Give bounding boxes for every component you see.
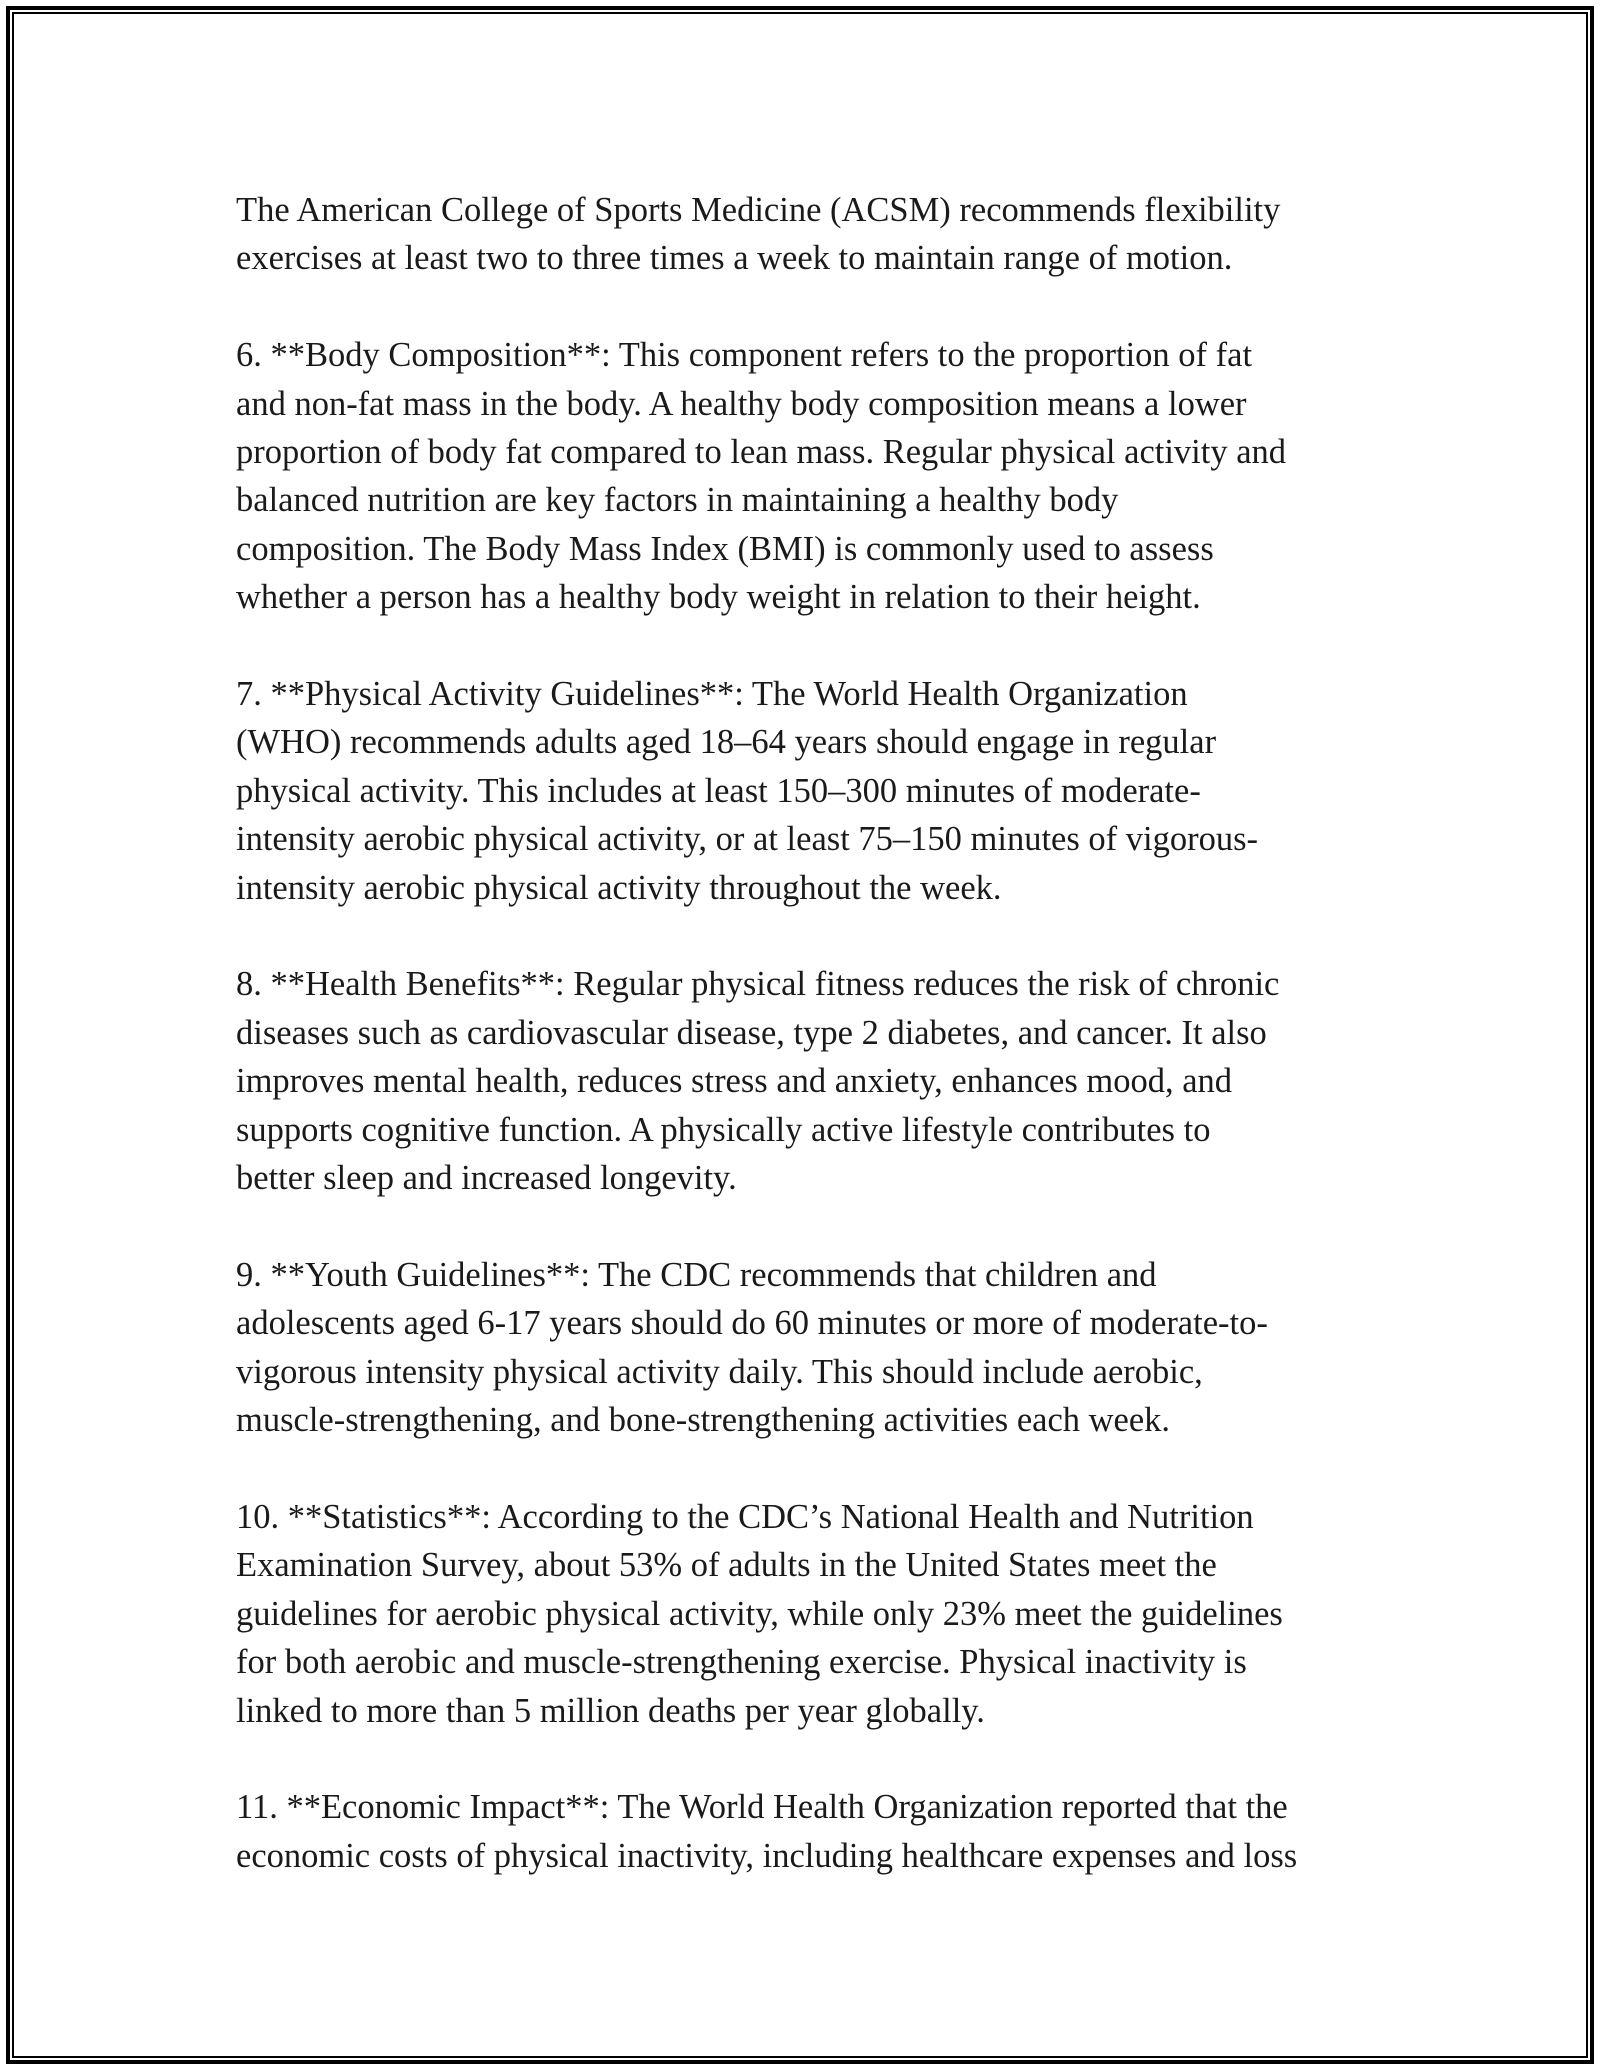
- paragraph-health-benefits: 8. **Health Benefits**: Regular physical fitness reduces the risk of chronic diseases such as cardiovascular disease, type 2 diabetes, and cancer. It also improves mental health, reduces stress and anxiety, enhances mood, and supports cognitive function. A physically active lifestyle contributes to better sleep and increased longevity.: [236, 965, 1280, 1198]
- paragraph-body-composition: 6. **Body Composition**: This component refers to the proportion of fat and non-fat mass in the body. A healthy body composition means a lower proportion of body fat compared to lean mass. Regular physical activity and balanced nutrition are key factors in maintaining a healthy body composition. The Body Mass Index (BMI) is commonly used to assess whether a person has a healthy body weight in relation to their height.: [236, 336, 1287, 617]
- paragraph-flexibility-continuation: The American College of Sports Medicine (ACSM) recommends flexibility exercises at least two to three times a week to maintain range of motion.: [236, 191, 1281, 278]
- paragraph-physical-activity-guidelines: 7. **Physical Activity Guidelines**: The World Health Organization (WHO) recommends adults aged 18–64 years should engage in regular physical activity. This includes at least 150–300 minutes of moderate- intensity aerobic physical activity, or at least 75–150 minutes of vigorous- intensity aerobic physical activity throughout the week.: [236, 675, 1258, 907]
- document-body: [236, 186, 1376, 1929]
- paragraph-statistics: 10. **Statistics**: According to the CDC’s National Health and Nutrition Examination Survey, about 53% of adults in the United States meet the guidelines for aerobic physical activity, while only 23% meet the guidelines for both aerobic and muscle-strengthening exercise. Physical inactivity is linked to more than 5 million deaths per year globally.: [236, 1497, 1283, 1730]
- paragraph-youth-guidelines: 9. **Youth Guidelines**: The CDC recommends that children and adolescents aged 6-17 years should do 60 minutes or more of moderate-to- vigorous intensity physical activity daily. This should include aerobic, muscle-strengthening, and bone-strengthening activities each week.: [236, 1255, 1268, 1440]
- paragraph-economic-impact: 11. **Economic Impact**: The World Health Organization reported that the economic costs of physical inactivity, including healthcare expenses and loss: [236, 1788, 1298, 1875]
